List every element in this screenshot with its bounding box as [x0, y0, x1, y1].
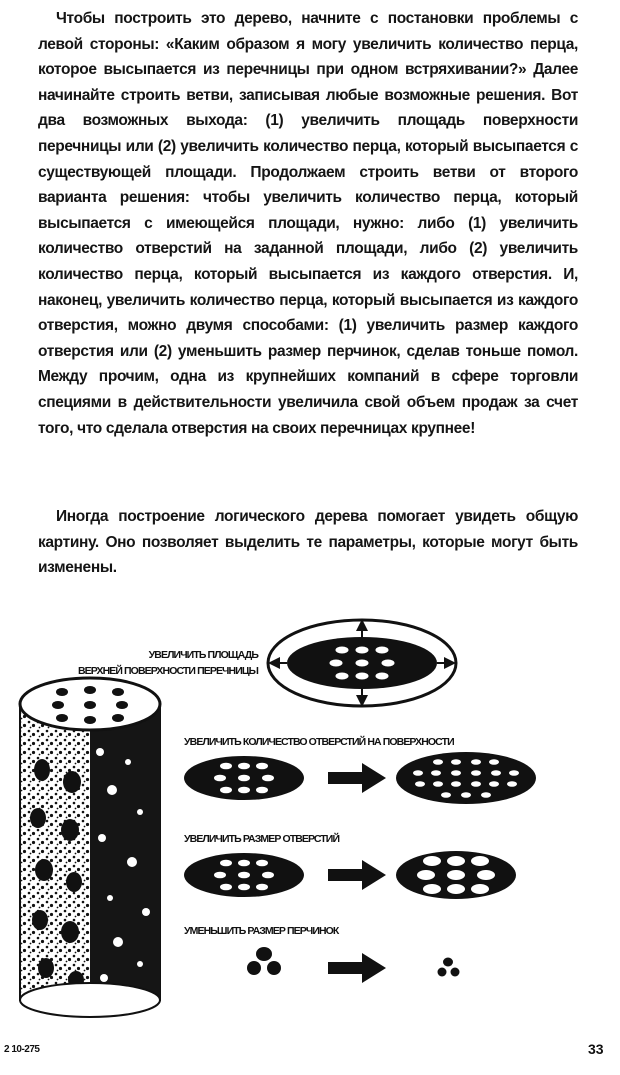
label-smaller-grains: УМЕНЬШИТЬ РАЗМЕР ПЕРЧИНОК: [184, 925, 339, 937]
branch-bigger-holes: [184, 832, 516, 899]
pepper-shaker-illustration: [20, 678, 160, 1017]
body-paragraph-2: Иногда построение логического дерева помогает увидеть общую картину. Оно позволяет выделить те параметры, которые могут быть изменены.: [38, 508, 578, 577]
body-paragraph-1: Чтобы построить это дерево, начните с постановки проблемы с левой стороны: «Каким образом я могу увеличить количество перца, которое высыпается из перечницы при одном встряхивании?» Далее начинайте строить ветви, записывая любые возможные решения. Вот два возможных выхода: (1) увеличить площадь поверхности перечницы или (2) увеличить количество перца, который высыпается с существующей площади. Продолжаем строить ветви от второго варианта решения: чтобы увеличить количество перца, который высыпается с имеющейся площади, нужно: либо (1) увеличить количество отверстий на заданной площади, либо (2) увеличить количество перца, который высыпается из каждого отверстия. И, наконец, увеличить количество перца, который высыпается из каждого отверстия, можно двумя способами: (1) увеличить размер каждого отверстия или (2) уменьшить размер перчинок, сделав тоньше помол. Между прочим, одна из крупнейших компаний в сфере торговли специями в действительности увеличила свой объем продаж за счет того, что сделала отверстия на своих перечницах крупнее!: [38, 10, 578, 437]
branch-more-holes: [184, 735, 536, 804]
branch-smaller-grains: [184, 925, 460, 983]
label-bigger-holes: УВЕЛИЧИТЬ РАЗМЕР ОТВЕРСТИЙ: [184, 833, 340, 845]
page-number: 33: [588, 1041, 604, 1057]
label-enlarge-area-line1: УВЕЛИЧИТЬ ПЛОЩАДЬ: [148, 649, 258, 661]
pepper-shaker-figure: [0, 612, 620, 1032]
label-more-holes: УВЕЛИЧИТЬ КОЛИЧЕСТВО ОТВЕРСТИЙ НА ПОВЕРХНОСТИ: [184, 736, 454, 748]
label-enlarge-area-line2: ВЕРХНЕЙ ПОВЕРХНОСТИ ПЕРЕЧНИЦЫ: [77, 665, 258, 677]
signature-mark: 2 10-275: [4, 1044, 40, 1055]
